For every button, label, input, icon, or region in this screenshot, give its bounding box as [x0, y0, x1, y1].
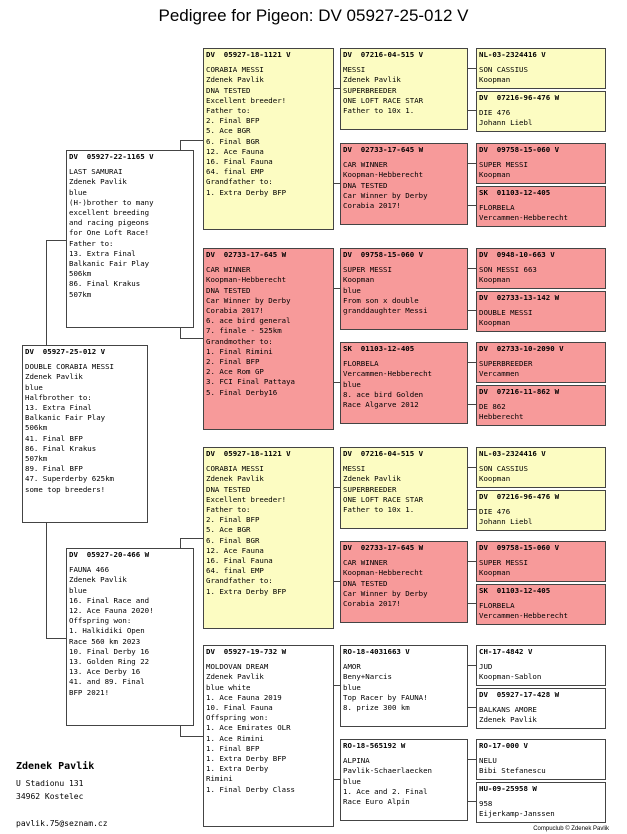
- pigeon-info-line: Balkanic Fair Play: [69, 259, 150, 269]
- pigeon-info-line: BALKANS AMORE: [479, 705, 537, 715]
- connector-line: [46, 523, 47, 638]
- connector-line: [334, 288, 340, 289]
- connector-line: [468, 268, 476, 269]
- connector-line: [468, 561, 476, 562]
- ring-number: DV 02733-17-645 W: [343, 543, 424, 552]
- pigeon-info-line: SON CASSIUS: [479, 65, 528, 75]
- connector-line: [180, 726, 181, 736]
- ring-number: DV 02733-10-2090 V: [479, 344, 564, 353]
- pigeon-info-line: Koopman: [479, 275, 511, 285]
- pigeon-info-line: DNA TESTED: [343, 180, 388, 190]
- pigeon-info-line: LAST SAMURAI: [69, 167, 123, 177]
- pigeon-info-line: 12. Ace Fauna: [206, 545, 264, 555]
- pigeon-info-line: 13. Extra Final: [69, 248, 136, 258]
- connector-line: [468, 68, 476, 69]
- pigeon-info-line: Top Racer by FAUNA!: [343, 692, 428, 702]
- pigeon-card-p0: [22, 345, 148, 523]
- pigeon-info-line: 86. Final Krakus: [25, 443, 97, 453]
- pigeon-info-line: SON MESSI 663: [479, 265, 537, 275]
- pigeon-info-line: Car Winner by Derby: [343, 588, 428, 598]
- pigeon-info-line: Vercammen: [479, 369, 520, 379]
- pigeon-info-line: Corabia 2017!: [343, 201, 401, 211]
- pigeon-card-ddd: [340, 739, 468, 821]
- ring-number: DV 0948-10-663 V: [479, 250, 555, 259]
- pigeon-info-line: Koopman: [479, 75, 511, 85]
- pigeon-card-g10: [476, 490, 606, 531]
- pigeon-info-line: From son x double: [343, 295, 419, 305]
- pigeon-info-line: Koopman-Hebberecht: [206, 275, 287, 285]
- connector-line: [180, 140, 181, 150]
- pigeon-card-g11: [476, 541, 606, 582]
- pigeon-info-line: Eijerkamp-Janssen: [479, 809, 555, 819]
- pigeon-info-line: blue: [343, 682, 361, 692]
- pigeon-info-line: 10. Final Fauna: [206, 703, 273, 713]
- pigeon-info-line: Koopman-Hebberecht: [343, 568, 424, 578]
- pigeon-info-line: some top breeders!: [25, 484, 106, 494]
- pigeon-info-line: DNA TESTED: [206, 484, 251, 494]
- pigeon-info-line: 1. Final Derby Class: [206, 784, 295, 794]
- pigeon-info-line: Koopman: [479, 474, 511, 484]
- pigeon-info-line: Zdenek Pavlik: [206, 474, 264, 484]
- connector-line: [468, 163, 476, 164]
- pigeon-info-line: Race Algarve 2012: [343, 400, 419, 410]
- connector-line: [46, 240, 66, 241]
- pigeon-info-line: 507km: [25, 454, 48, 464]
- pigeon-info-line: 1. Final Rimini: [206, 346, 273, 356]
- pigeon-info-line: Beny+Narcis: [343, 672, 392, 682]
- pigeon-info-line: Johann Liebl: [479, 118, 533, 128]
- pigeon-info-line: DIE 476: [479, 108, 511, 118]
- pigeon-info-line: SUPERBREEDER: [343, 484, 397, 494]
- ring-number: DV 05927-25-012 V: [25, 347, 106, 356]
- connector-line: [468, 310, 476, 311]
- pigeon-info-line: SUPERBREEDER: [479, 359, 533, 369]
- pigeon-info-line: 64. final EMP: [206, 566, 264, 576]
- pigeon-info-line: DOUBLE CORABIA MESSI: [25, 362, 114, 372]
- pigeon-info-line: DNA TESTED: [206, 85, 251, 95]
- pigeon-info-line: FLORBELA: [479, 203, 515, 213]
- ring-number: RO-17-000 V: [479, 741, 528, 750]
- connector-line: [46, 240, 47, 345]
- connector-line: [334, 779, 340, 780]
- pigeon-card-dsd: [340, 541, 468, 623]
- pigeon-info-line: 506km: [69, 269, 92, 279]
- pigeon-info-line: FAUNA 466: [69, 565, 110, 575]
- pigeon-info-line: Zdenek Pavlik: [69, 575, 127, 585]
- pigeon-info-line: blue: [343, 285, 361, 295]
- connector-line: [180, 538, 181, 548]
- connector-line: [180, 538, 203, 539]
- pigeon-info-line: 41. and 89. Final: [69, 677, 145, 687]
- connector-line: [468, 509, 476, 510]
- ring-number: HU-09-25958 W: [479, 784, 537, 793]
- pigeon-info-line: ALPINA: [343, 756, 370, 766]
- pigeon-info-line: blue: [69, 585, 87, 595]
- pigeon-info-line: Offspring won:: [206, 713, 269, 723]
- pigeon-info-line: Vercammen-Hebberecht: [479, 611, 568, 621]
- pigeon-info-line: 16. Final Race and: [69, 595, 150, 605]
- pigeon-info-line: DE 862: [479, 402, 506, 412]
- connector-line: [468, 404, 476, 405]
- copyright-note: Compuclub © Zdenek Pavlik: [533, 826, 609, 832]
- pigeon-info-line: and racing pigeons: [69, 218, 150, 228]
- pigeon-info-line: Race 560 km 2023: [69, 636, 141, 646]
- pigeon-info-line: 41. Final BFP: [25, 433, 83, 443]
- pigeon-info-line: 1. Final BFP: [206, 743, 260, 753]
- pigeon-info-line: Pavlik-Schaerlaecken: [343, 766, 432, 776]
- pigeon-info-line: ONE LOFT RACE STAR: [343, 95, 424, 105]
- owner-name: Zdenek Pavlik: [16, 761, 95, 772]
- pigeon-info-line: Zdenek Pavlik: [206, 75, 264, 85]
- pigeon-info-line: SUPER MESSI: [479, 160, 528, 170]
- pigeon-info-line: for One Loft Race!: [69, 228, 150, 238]
- pigeon-info-line: 5. Final Derby16: [206, 387, 278, 397]
- connector-line: [180, 338, 203, 339]
- owner-street: U Stadionu 131: [16, 779, 84, 788]
- pigeon-info-line: 89. Final BFP: [25, 464, 83, 474]
- ring-number: NL-03-2324416 V: [479, 50, 546, 59]
- owner-info: [16, 760, 108, 830]
- ring-number: DV 02733-17-645 W: [343, 145, 424, 154]
- pigeon-info-line: Koopman-Hebberecht: [343, 170, 424, 180]
- pigeon-info-line: Hebberecht: [479, 412, 524, 422]
- ring-number: DV 09758-15-060 V: [343, 250, 424, 259]
- pigeon-info-line: Zdenek Pavlik: [25, 372, 83, 382]
- pigeon-info-line: 16. Final Fauna: [206, 157, 273, 167]
- connector-line: [334, 88, 340, 89]
- pigeon-info-line: DOUBLE MESSI: [479, 308, 533, 318]
- pigeon-info-line: 1. Ace Rimini: [206, 733, 264, 743]
- pigeon-info-line: Corabia 2017!: [343, 599, 401, 609]
- pigeon-info-line: DNA TESTED: [206, 285, 251, 295]
- pigeon-info-line: CAR WINNER: [343, 558, 388, 568]
- connector-line: [468, 467, 476, 468]
- connector-line: [468, 603, 476, 604]
- pigeon-info-line: Zdenek Pavlik: [69, 177, 127, 187]
- pigeon-info-line: blue: [25, 382, 43, 392]
- pigeon-info-line: 1. Ace Emirates OLR: [206, 723, 291, 733]
- pigeon-info-line: blue white: [206, 682, 251, 692]
- pigeon-info-line: SON CASSIUS: [479, 464, 528, 474]
- ring-number: DV 07216-11-862 W: [479, 387, 560, 396]
- ring-number: DV 09758-15-060 V: [479, 543, 560, 552]
- pigeon-card-g4: [476, 186, 606, 227]
- pigeon-info-line: Koopman: [343, 275, 375, 285]
- connector-line: [334, 382, 340, 383]
- pigeon-card-g14: [476, 688, 606, 729]
- pigeon-card-g13: [476, 645, 606, 686]
- pigeon-info-line: Balkanic Fair Play: [25, 413, 106, 423]
- ring-number: DV 07216-04-515 V: [343, 50, 424, 59]
- ring-number: NL-03-2324416 V: [479, 449, 546, 458]
- pigeon-info-line: SUPER MESSI: [343, 265, 392, 275]
- pigeon-info-line: 2. Final BFP: [206, 357, 260, 367]
- pigeon-info-line: 12. Ace Fauna 2020!: [69, 606, 154, 616]
- ring-number: RO-18-4031663 V: [343, 647, 410, 656]
- pigeon-info-line: Grandfather to:: [206, 576, 273, 586]
- connector-line: [334, 685, 340, 686]
- pigeon-info-line: DIE 476: [479, 507, 511, 517]
- pigeon-info-line: 13. Ace Derby 16: [69, 667, 141, 677]
- pigeon-card-g6: [476, 291, 606, 332]
- connector-line: [468, 205, 476, 206]
- pigeon-info-line: 1. Ace Fauna 2019: [206, 692, 282, 702]
- pigeon-info-line: Johann Liebl: [479, 517, 533, 527]
- owner-email[interactable]: pavlik.75@seznam.cz: [16, 819, 108, 828]
- pigeon-info-line: (H-)brother to many: [69, 197, 154, 207]
- pigeon-info-line: 3. FCI Final Pattaya: [206, 377, 295, 387]
- pigeon-info-line: FLORBELA: [343, 359, 379, 369]
- pigeon-card-ds: [203, 447, 334, 629]
- pigeon-info-line: Zdenek Pavlik: [343, 474, 401, 484]
- connector-line: [180, 328, 181, 338]
- pigeon-info-line: MESSI: [343, 65, 366, 75]
- pigeon-info-line: 958: [479, 799, 493, 809]
- pigeon-card-sd: [203, 248, 334, 430]
- pigeon-info-line: Excellent breeder!: [206, 494, 287, 504]
- pigeon-info-line: excellent breeding: [69, 208, 150, 218]
- pigeon-info-line: Corabia 2017!: [206, 306, 264, 316]
- connector-line: [468, 707, 476, 708]
- pigeon-info-line: CORABIA MESSI: [206, 464, 264, 474]
- connector-line: [180, 140, 203, 141]
- pigeon-info-line: 1. Extra Derby: [206, 764, 269, 774]
- pigeon-info-line: Koopman: [479, 318, 511, 328]
- pigeon-info-line: 506km: [25, 423, 48, 433]
- pigeon-card-g16: [476, 782, 606, 823]
- pigeon-info-line: CAR WINNER: [206, 265, 251, 275]
- pigeon-info-line: Father to:: [69, 238, 114, 248]
- pigeon-info-line: 6. ace bird general: [206, 316, 291, 326]
- pigeon-card-g1: [476, 48, 606, 89]
- pigeon-info-line: Halfbrother to:: [25, 392, 92, 402]
- pigeon-info-line: 2. Ace Rom GP: [206, 367, 264, 377]
- pigeon-info-line: Offspring won:: [69, 616, 132, 626]
- ring-number: DV 05927-19-732 W: [206, 647, 287, 656]
- ring-number: DV 07216-96-476 W: [479, 93, 560, 102]
- ring-number: DV 02733-17-645 W: [206, 250, 287, 259]
- pigeon-info-line: ONE LOFT RACE STAR: [343, 494, 424, 504]
- page-title: Pedigree for Pigeon: DV 05927-25-012 V: [158, 6, 469, 25]
- pigeon-info-line: 64. final EMP: [206, 167, 264, 177]
- pigeon-card-dd: [203, 645, 334, 827]
- ring-number: SK 01103-12-405: [479, 586, 551, 595]
- pigeon-card-ss: [203, 48, 334, 230]
- ring-number: RO-18-565192 W: [343, 741, 406, 750]
- pigeon-card-g2: [476, 91, 606, 132]
- pigeon-info-line: 16. Final Fauna: [206, 556, 273, 566]
- ring-number: SK 01103-12-405: [343, 344, 415, 353]
- pigeon-info-line: Grandmother to:: [206, 336, 273, 346]
- pigeon-info-line: 1. Ace and 2. Final: [343, 786, 428, 796]
- pigeon-info-line: Rimini: [206, 774, 233, 784]
- pigeon-info-line: 2. Final BFP: [206, 515, 260, 525]
- pigeon-info-line: 1. Extra Derby BFP: [206, 187, 287, 197]
- pigeon-info-line: Father to 10x 1.: [343, 106, 415, 116]
- pigeon-info-line: blue: [343, 379, 361, 389]
- pigeon-info-line: blue: [343, 776, 361, 786]
- pigeon-info-line: Vercammen-Hebberecht: [479, 213, 568, 223]
- pigeon-info-line: Koopman-Sablon: [479, 672, 542, 682]
- ring-number: DV 05927-18-1121 V: [206, 50, 291, 59]
- connector-line: [468, 362, 476, 363]
- pigeon-info-line: BFP 2021!: [69, 687, 110, 697]
- pigeon-info-line: AMOR: [343, 662, 361, 672]
- pigeon-info-line: Zdenek Pavlik: [479, 715, 537, 725]
- pigeon-info-line: Car Winner by Derby: [343, 190, 428, 200]
- pigeon-info-line: CAR WINNER: [343, 160, 388, 170]
- pigeon-info-line: Zdenek Pavlik: [343, 75, 401, 85]
- pigeon-info-line: Zdenek Pavlik: [206, 672, 264, 682]
- pigeon-info-line: 5. Ace BGR: [206, 525, 251, 535]
- ring-number: DV 02733-13-142 W: [479, 293, 560, 302]
- pigeon-info-line: SUPERBREEDER: [343, 85, 397, 95]
- connector-line: [334, 183, 340, 184]
- pigeon-info-line: granddaughter Messi: [343, 306, 428, 316]
- pigeon-info-line: Grandfather to:: [206, 177, 273, 187]
- connector-line: [468, 759, 476, 760]
- pigeon-info-line: 8. prize 300 km: [343, 703, 410, 713]
- pigeon-info-line: blue: [69, 187, 87, 197]
- pigeon-info-line: 47. Superderby 625km: [25, 474, 114, 484]
- pigeon-card-sdd: [340, 342, 468, 424]
- ring-number: DV 07216-04-515 V: [343, 449, 424, 458]
- pigeon-card-dds: [340, 645, 468, 727]
- pigeon-info-line: Father to:: [206, 106, 251, 116]
- pigeon-info-line: 86. Final Krakus: [69, 279, 141, 289]
- pigeon-info-line: 6. Final BGR: [206, 535, 260, 545]
- pigeon-info-line: Car Winner by Derby: [206, 295, 291, 305]
- pigeon-info-line: CORABIA MESSI: [206, 65, 264, 75]
- pigeon-info-line: 7. finale - 525km: [206, 326, 282, 336]
- pigeon-info-line: 13. Golden Ring 22: [69, 657, 150, 667]
- pigeon-info-line: Father to 10x 1.: [343, 505, 415, 515]
- ring-number: SK 01103-12-405: [479, 188, 551, 197]
- pigeon-info-line: 1. Halkidiki Open: [69, 626, 145, 636]
- pigeon-info-line: DNA TESTED: [343, 578, 388, 588]
- connector-line: [180, 736, 203, 737]
- pigeon-card-g12: [476, 584, 606, 625]
- pigeon-info-line: Excellent breeder!: [206, 95, 287, 105]
- pigeon-info-line: JUD: [479, 662, 493, 672]
- pigeon-info-line: 5. Ace BGR: [206, 126, 251, 136]
- ring-number: DV 05927-22-1165 V: [69, 152, 154, 161]
- ring-number: DV 07216-96-476 W: [479, 492, 560, 501]
- pigeon-card-g8: [476, 385, 606, 426]
- pigeon-card-sss: [340, 48, 468, 130]
- ring-number: DV 05927-20-466 W: [69, 550, 150, 559]
- owner-city: 34962 Kostelec: [16, 792, 84, 801]
- pigeon-info-line: Father to:: [206, 505, 251, 515]
- pigeon-info-line: Koopman: [479, 568, 511, 578]
- pigeon-info-line: MESSI: [343, 464, 366, 474]
- pigeon-info-line: MOLDOVAN DREAM: [206, 662, 269, 672]
- ring-number: DV 05927-17-428 W: [479, 690, 560, 699]
- pigeon-info-line: Vercammen-Hebberecht: [343, 369, 432, 379]
- pigeon-info-line: Koopman: [479, 170, 511, 180]
- pigeon-info-line: 13. Extra Final: [25, 403, 92, 413]
- pigeon-info-line: 6. Final BGR: [206, 136, 260, 146]
- connector-line: [468, 110, 476, 111]
- connector-line: [468, 665, 476, 666]
- pigeon-info-line: 10. Final Derby 16: [69, 646, 150, 656]
- pigeon-info-line: FLORBELA: [479, 601, 515, 611]
- pigeon-info-line: 8. ace bird Golden: [343, 389, 424, 399]
- pigeon-card-g9: [476, 447, 606, 488]
- pigeon-card-d: [66, 548, 194, 726]
- connector-line: [334, 581, 340, 582]
- pigeon-info-line: 507km: [69, 289, 92, 299]
- pigeon-card-s: [66, 150, 194, 328]
- pigeon-card-g7: [476, 342, 606, 383]
- connector-line: [334, 487, 340, 488]
- pigeon-card-ssd: [340, 143, 468, 225]
- pigeon-info-line: NELU: [479, 756, 497, 766]
- pigeon-card-sds: [340, 248, 468, 330]
- pigeon-card-dss: [340, 447, 468, 529]
- ring-number: DV 05927-18-1121 V: [206, 449, 291, 458]
- pigeon-card-g3: [476, 143, 606, 184]
- pigeon-card-g15: [476, 739, 606, 780]
- pigeon-info-line: Bibi Stefanescu: [479, 766, 546, 776]
- pigeon-info-line: 12. Ace Fauna: [206, 146, 264, 156]
- pigeon-info-line: SUPER MESSI: [479, 558, 528, 568]
- pigeon-card-g5: [476, 248, 606, 289]
- pigeon-info-line: 1. Extra Derby BFP: [206, 754, 287, 764]
- ring-number: DV 09758-15-060 V: [479, 145, 560, 154]
- connector-line: [468, 801, 476, 802]
- pigeon-info-line: Race Euro Alpin: [343, 797, 410, 807]
- pigeon-info-line: 1. Extra Derby BFP: [206, 586, 287, 596]
- connector-line: [46, 638, 66, 639]
- ring-number: CH-17-4842 V: [479, 647, 533, 656]
- pigeon-info-line: 2. Final BFP: [206, 116, 260, 126]
